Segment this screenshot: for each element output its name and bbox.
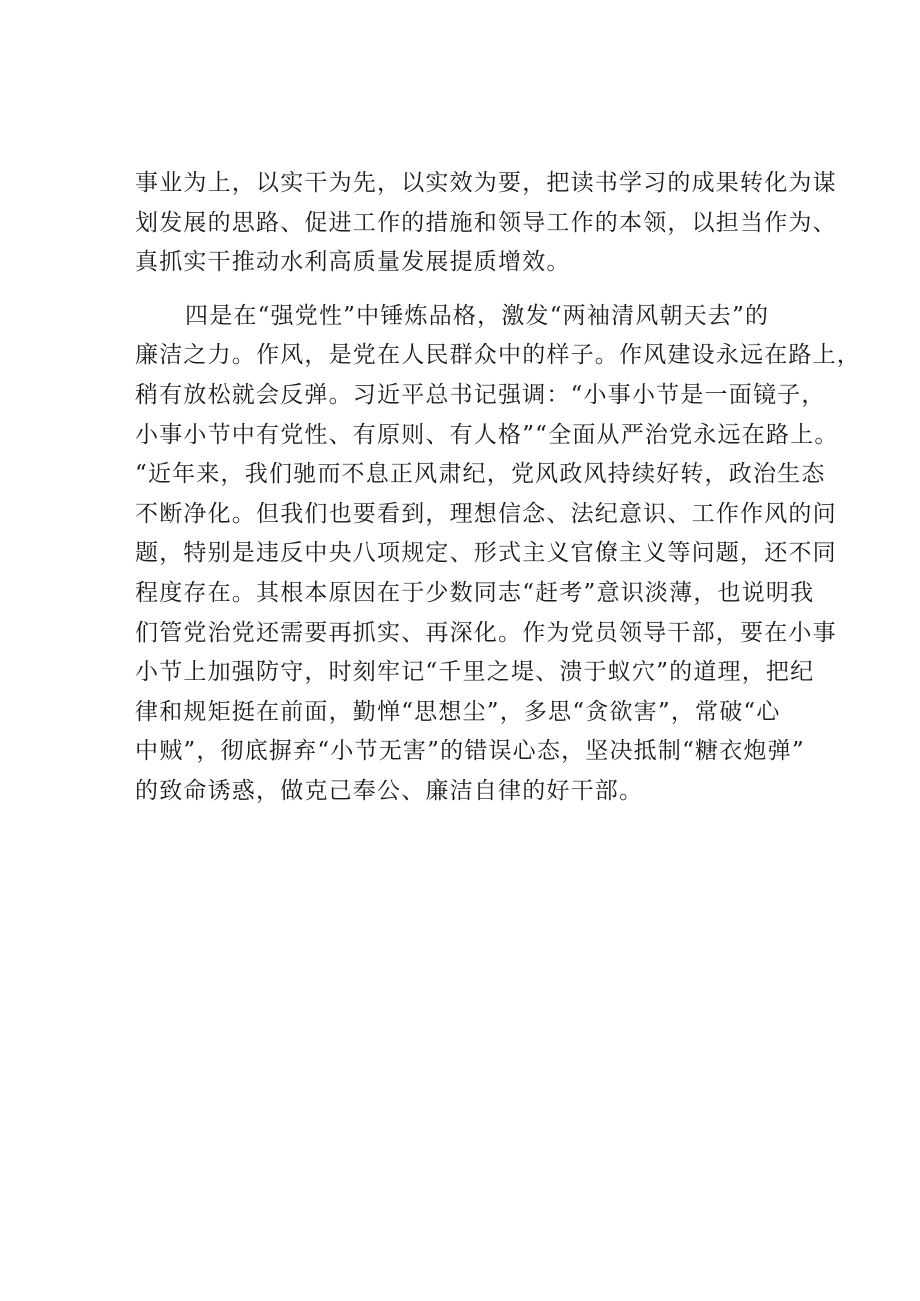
- text-line: 们管党治党还需要再抓实、再深化。作为党员领导干部，要在小事: [135, 619, 837, 646]
- text-line: 不断净化。但我们也要看到，理想信念、法纪意识、工作作风的问: [135, 500, 837, 527]
- text-line: 程度存在。其根本原因在于少数同志“赶考”意识淡薄，也说明我: [135, 579, 815, 606]
- text-line: 划发展的思路、促进工作的措施和领导工作的本领，以担当作为、: [135, 209, 837, 236]
- text-line: 题，特别是违反中央八项规定、形式主义官僚主义等问题，还不同: [135, 540, 837, 567]
- document-body: [135, 164, 861, 851]
- text-line: 小事小节中有党性、有原则、有人格”“全面从严治党永远在路上。: [135, 421, 839, 448]
- text-line: 小节上加强防守，时刻牢记“千里之堤、溃于蚁穴”的道理，把纪: [135, 659, 815, 686]
- text-line: 中贼”，彻底摒弃“小节无害”的错误心态，坚决抵制“糖衣炮弹”: [135, 738, 805, 765]
- paragraph-four: [135, 297, 861, 851]
- text-line: 律和规矩挺在前面，勤惮“思想尘”，多思“贪欲害”，常破“心: [135, 698, 781, 725]
- text-line-first: 四是在“强党性”中锤炼品格，激发“两袖清风朝天去”的: [185, 302, 770, 329]
- text-line: 事业为上，以实干为先，以实效为要，把读书学习的成果转化为谋: [135, 170, 837, 196]
- text-line: 的致命诱惑，做克己奉公、廉洁自律的好干部。: [135, 777, 644, 804]
- text-line: 廉洁之力。作风，是党在人民群众中的样子。作风建设永远在路上，: [135, 342, 861, 369]
- text-line: 真抓实干推动水利高质量发展提质增效。: [135, 249, 571, 276]
- text-line: “近年来，我们驰而不息正风肃纪，党风政风持续好转，政治生态: [135, 461, 826, 488]
- paragraph-spacer: [135, 283, 795, 297]
- text-line: 稍有放松就会反弹。习近平总书记强调：“小事小节是一面镜子，: [135, 381, 826, 408]
- text-line: [135, 812, 795, 852]
- paragraph-continuation: [135, 164, 837, 283]
